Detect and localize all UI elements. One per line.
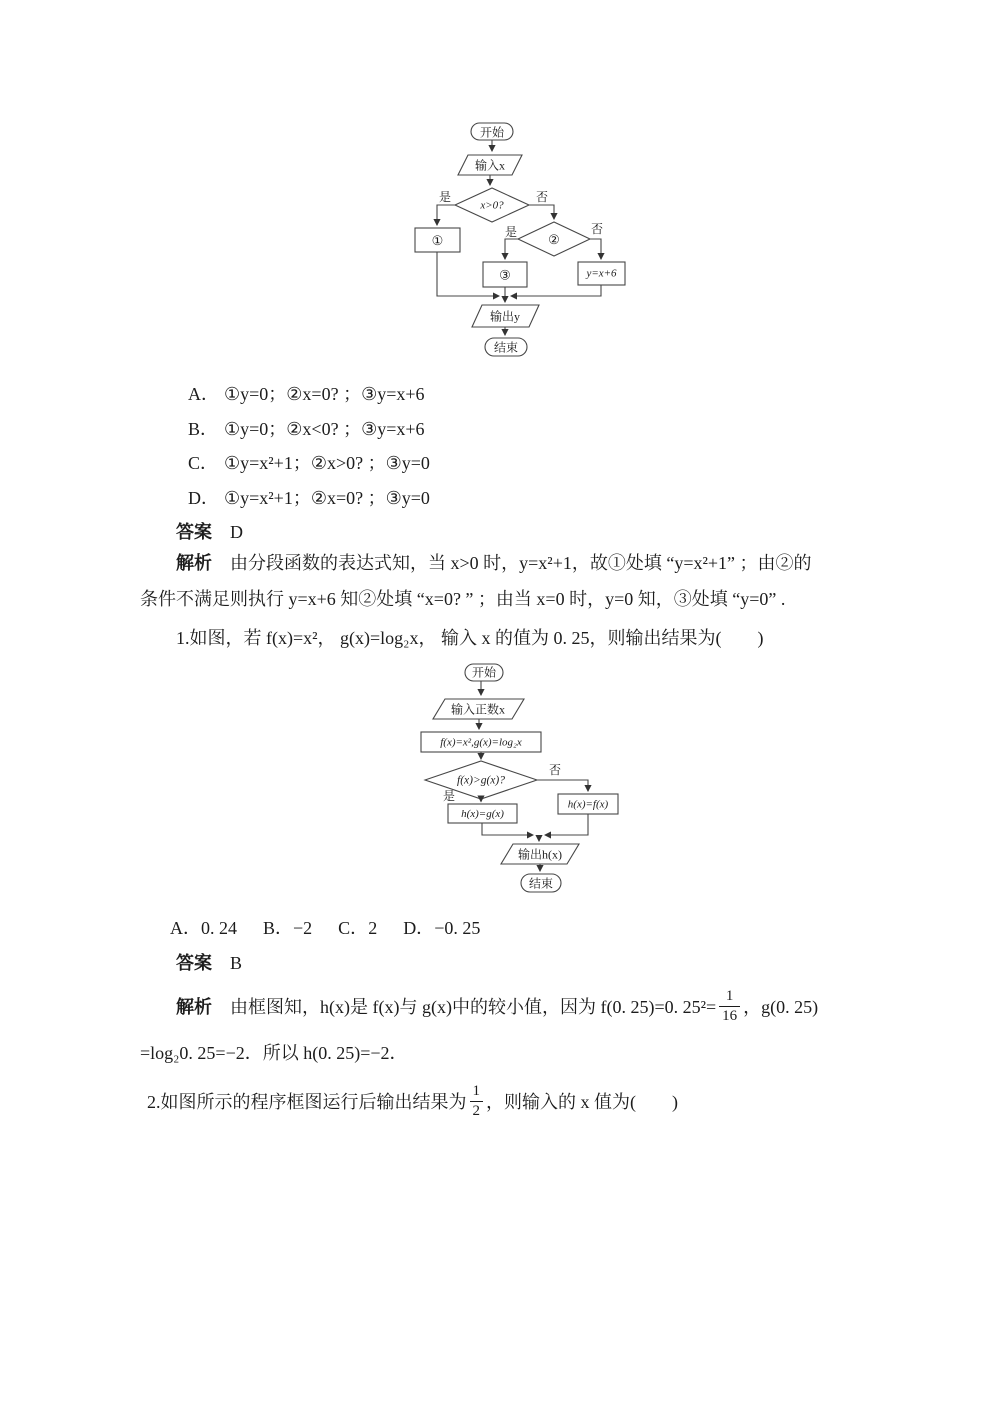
q1-option-a-text: 0. 24: [201, 918, 237, 938]
fraction-one-half: [470, 1083, 484, 1121]
q1-analysis-pre: 由框图知，h(x)是 f(x)与 g(x)中的较小值，因为 f(0. 25)=0. 25²=: [230, 996, 717, 1017]
q1-option-c-text: 2: [368, 918, 378, 938]
q0-option-d-label: D．: [188, 488, 219, 508]
q1-option-d-text: −0. 25: [434, 918, 481, 938]
q0-analysis-text1: 由分段函数的表达式知，当 x>0 时，y=x²+1，故①处填 “y=x²+1” ；由②的: [230, 553, 812, 573]
q1-answer-row: [176, 952, 242, 974]
fc2-branch-no-label: h(x)=f(x): [567, 798, 609, 811]
fc1-start-label: 开始: [479, 125, 505, 140]
fc1-no2-label: 否: [590, 222, 604, 236]
q1-option-b-text: −2: [293, 918, 313, 938]
fc1-no1-label: 否: [535, 190, 549, 204]
fc1-decision2-label: ②: [548, 232, 560, 247]
q1-option-b-label: B．: [263, 918, 294, 938]
fc2-edge-merge-left: [482, 823, 533, 835]
q0-option-b-text: ①y=0；②x<0? ；③y=x+6: [224, 419, 425, 439]
fraction-numerator: 1: [472, 1083, 480, 1099]
fc2-input-label: 输入正数x: [450, 702, 506, 717]
fc2-yes-label: 是: [442, 789, 456, 803]
q1-option-d-label: D．: [403, 918, 435, 938]
q1-option-a-label: A．: [170, 918, 201, 938]
q1-analysis-post: ，g(0. 25): [743, 996, 819, 1017]
q2-stem: [147, 1083, 678, 1121]
fc1-yes2-label: 是: [504, 225, 518, 239]
q1-option-c-label: C．: [338, 918, 369, 938]
q1-analysis-line2: =log₂0. 25=−2．所以 h(0. 25)=−2．: [140, 1043, 408, 1063]
flowchart-2: [405, 656, 655, 901]
q0-answer-label: 答案: [176, 522, 212, 542]
q0-answer-value: D: [230, 522, 243, 542]
q2-stem-pre: 2.如图所示的程序框图运行后输出结果为: [147, 1091, 467, 1112]
q0-option-b-label: B．: [188, 419, 219, 439]
fraction-denominator: 16: [719, 1006, 740, 1025]
q2-stem-post: ，则输入的 x 值为( ): [486, 1091, 678, 1112]
fc1-output-label: 输出y: [489, 309, 521, 324]
q0-analysis-label: 解析: [176, 553, 212, 573]
q0-analysis-line1: [176, 552, 812, 574]
fc1-input-label: 输入x: [474, 158, 506, 173]
fraction-numerator: 1: [725, 988, 734, 1004]
fc1-box1-label: ①: [431, 233, 444, 248]
q0-answer-row: [176, 521, 243, 543]
q0-option-d: [188, 487, 430, 509]
fraction-one-sixteenth: [719, 988, 740, 1026]
q0-option-d-text: ①y=x²+1；②x=0? ；③y=0: [224, 488, 430, 508]
q1-answer-label: 答案: [176, 953, 212, 973]
fc1-decision1-label: x>0?: [480, 199, 504, 212]
q1-analysis-label: 解析: [176, 996, 212, 1017]
fc1-box-else-label: y=x+6: [586, 267, 617, 280]
fc2-output-label: 输出h(x): [518, 847, 562, 862]
fraction-denominator: 2: [470, 1101, 484, 1120]
fc1-edge-yes1: [437, 205, 455, 225]
fc2-no-label: 否: [548, 763, 562, 777]
q0-option-a-text: ①y=0；②x=0? ；③y=x+6: [224, 384, 425, 404]
fc2-end-label: 结束: [528, 876, 554, 891]
fc2-edge-no: [537, 780, 588, 791]
fc1-edge-no2: [590, 239, 601, 259]
q0-option-a: [188, 383, 425, 405]
q1-answer-value: B: [230, 953, 243, 973]
fc1-box3-label: ③: [499, 267, 511, 283]
fc2-decision-label: f(x)>g(x)?: [457, 774, 505, 787]
q0-analysis-line2: 条件不满足则执行 y=x+6 知②处填 “x=0? ” ；由当 x=0 时，y=0 知，③处填 “y=0” .: [140, 589, 786, 609]
q0-option-c: [188, 452, 430, 474]
q0-option-b: [188, 418, 425, 440]
fc2-assign-label: f(x)=x²,g(x)=log₂x: [440, 736, 522, 749]
q0-option-c-label: C．: [188, 453, 219, 473]
q1-stem: 1.如图，若 f(x)=x²， g(x)=log₂x， 输入 x 的值为 0. 25，则输出结果为( ): [176, 628, 764, 648]
flowchart-1: [398, 115, 648, 365]
fc1-yes1-label: 是: [438, 190, 452, 204]
fc1-edge-merge-left: [437, 252, 499, 296]
fc1-edge-no1: [529, 205, 554, 219]
fc2-branch-yes-label: h(x)=g(x): [461, 808, 504, 820]
fc1-end-label: 结束: [493, 340, 519, 355]
q0-option-c-text: ①y=x²+1；②x>0? ；③y=0: [224, 453, 430, 473]
fc1-edge-yes2: [505, 239, 518, 259]
q0-option-a-label: A．: [188, 384, 219, 404]
q1-options-row: [170, 917, 480, 939]
fc2-edge-merge-right: [545, 814, 588, 835]
q1-analysis-line1: [176, 988, 818, 1026]
fc2-start-label: 开始: [471, 665, 497, 680]
